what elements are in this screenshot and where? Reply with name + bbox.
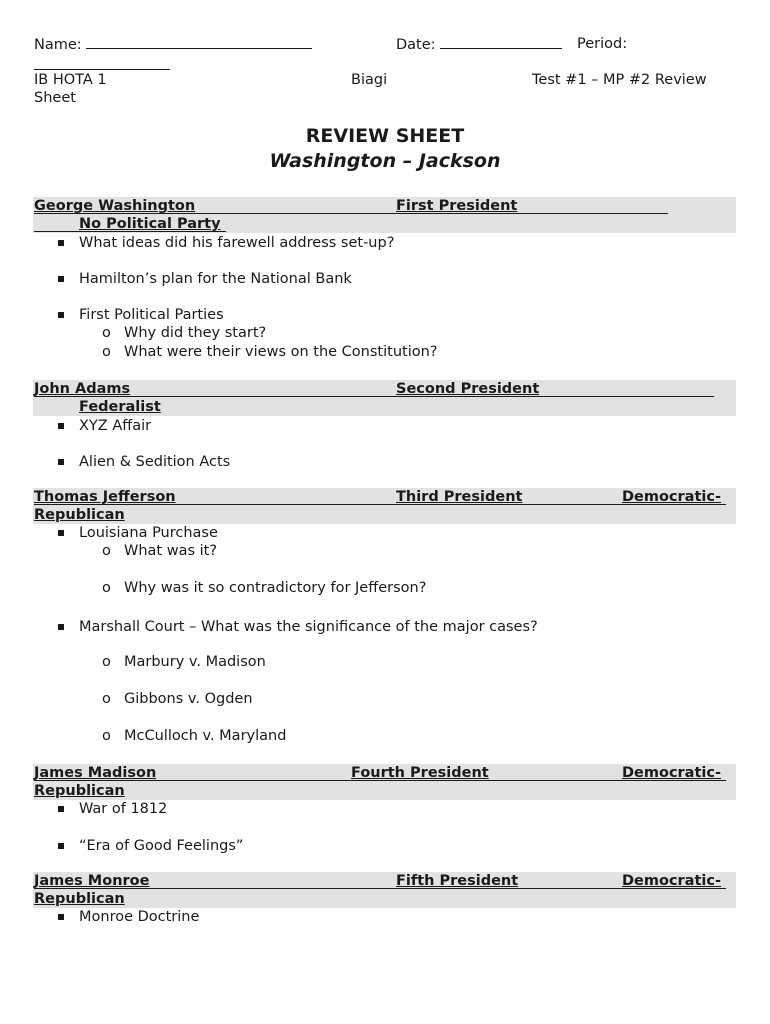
party-name: Democratic-	[622, 873, 721, 889]
bullet-icon	[58, 240, 64, 246]
sheet-label: Sheet	[34, 90, 76, 106]
party-name-continued: Republican	[34, 507, 125, 523]
president-name: George Washington	[34, 198, 196, 214]
list-item: What ideas did his farewell address set-up?	[79, 235, 395, 251]
president-name: James Monroe	[34, 873, 150, 889]
party-name: Democratic-	[622, 489, 721, 505]
sub-marker: o	[102, 344, 111, 360]
president-order: Fourth President	[351, 765, 489, 781]
bullet-icon	[58, 276, 64, 282]
list-item: “Era of Good Feelings”	[79, 838, 244, 854]
sub-item: What was it?	[124, 543, 218, 559]
period-blank-line	[34, 69, 170, 70]
president-order: Fifth President	[396, 873, 519, 889]
page-title: REVIEW SHEET	[305, 125, 465, 147]
list-item: XYZ Affair	[79, 418, 152, 434]
name-label: Name:	[34, 37, 82, 53]
sub-marker: o	[102, 580, 111, 596]
name-blank-line	[86, 35, 312, 49]
sub-marker: o	[102, 543, 111, 559]
party-name: No Political Party	[79, 216, 221, 232]
sub-marker: o	[102, 728, 111, 744]
sub-item: McCulloch v. Maryland	[124, 728, 287, 744]
bullet-icon	[58, 806, 64, 812]
sub-item: What were their views on the Constitution?	[124, 344, 438, 360]
sub-item: Why did they start?	[124, 325, 267, 341]
party-name: Federalist	[79, 399, 161, 415]
list-item: Louisiana Purchase	[79, 525, 218, 541]
bullet-icon	[58, 459, 64, 465]
president-order: Second President	[396, 381, 540, 397]
section-rule-adams	[34, 396, 714, 397]
date-label: Date:	[396, 37, 436, 53]
list-item: First Political Parties	[79, 307, 224, 323]
president-order: First President	[396, 198, 518, 214]
president-name: Thomas Jefferson	[34, 489, 176, 505]
bullet-icon	[58, 624, 64, 630]
list-item: Monroe Doctrine	[79, 909, 200, 925]
sub-marker: o	[102, 325, 111, 341]
teacher-name: Biagi	[351, 72, 388, 88]
party-name: Democratic-	[622, 765, 721, 781]
president-order: Third President	[396, 489, 523, 505]
president-name: James Madison	[34, 765, 157, 781]
party-name-continued: Republican	[34, 783, 125, 799]
sub-marker: o	[102, 691, 111, 707]
period-field[interactable]	[577, 35, 627, 53]
bullet-icon	[58, 312, 64, 318]
sub-item: Gibbons v. Ogden	[124, 691, 253, 707]
period-label: Period:	[577, 36, 628, 52]
party-name-continued: Republican	[34, 891, 125, 907]
bullet-icon	[58, 914, 64, 920]
sub-marker: o	[102, 654, 111, 670]
page-subtitle: Washington – Jackson	[269, 150, 501, 172]
bullet-icon	[58, 530, 64, 536]
sub-item: Why was it so contradictory for Jefferson?	[124, 580, 427, 596]
list-item: Marshall Court – What was the significance of the major cases?	[79, 619, 538, 635]
list-item: Hamilton’s plan for the National Bank	[79, 271, 352, 287]
bullet-icon	[58, 423, 64, 429]
date-field[interactable]	[396, 35, 562, 54]
sub-item: Marbury v. Madison	[124, 654, 266, 670]
test-title: Test #1 – MP #2 Review	[532, 72, 707, 88]
date-blank-line	[440, 35, 562, 49]
list-item: Alien & Sedition Acts	[79, 454, 231, 470]
bullet-icon	[58, 843, 64, 849]
course-name: IB HOTA 1	[34, 72, 107, 88]
president-name: John Adams	[34, 381, 131, 397]
name-field[interactable]	[34, 35, 312, 54]
list-item: War of 1812	[79, 801, 168, 817]
